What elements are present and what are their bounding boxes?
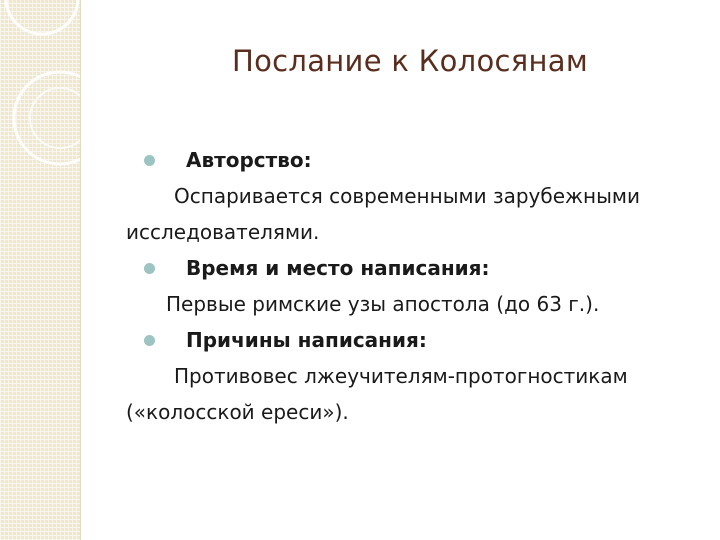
decorative-circles-icon — [0, 0, 80, 540]
section-heading-text: Причины написания: — [186, 328, 427, 352]
bullet-dot-icon — [144, 155, 155, 166]
bullet-dot-icon — [144, 263, 155, 274]
section-heading-text: Время и место написания: — [186, 256, 490, 280]
section-heading-text: Авторство: — [186, 148, 312, 172]
slide-title: Послание к Колосянам — [231, 44, 588, 78]
section-text-reasons: Противовес лжеучителям-протогностикам («колосской ереси»). — [126, 364, 628, 424]
bullet-dot-icon — [144, 335, 155, 346]
decorative-side-band — [0, 0, 81, 540]
section-heading-time-place — [126, 250, 706, 286]
section-text-time-place: Первые римские узы апостола (до 63 г.). — [166, 292, 600, 316]
slide-content — [126, 142, 706, 430]
section-heading-reasons — [126, 322, 706, 358]
section-text-authorship: Оспаривается современными зарубежными исследователями. — [126, 184, 640, 244]
section-heading-authorship — [126, 142, 706, 178]
